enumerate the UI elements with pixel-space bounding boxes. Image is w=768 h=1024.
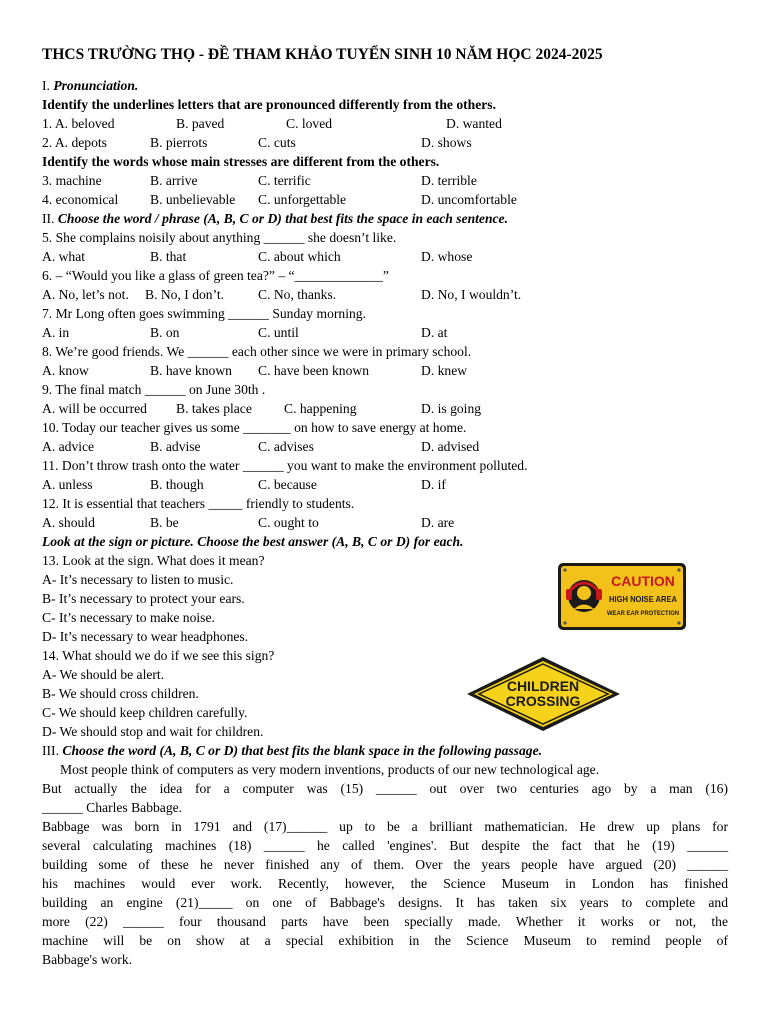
passage-line: ______ Charles Babbage. [42, 800, 183, 815]
option-a: A. No, let’s not. [42, 287, 129, 302]
screw-icon [677, 621, 680, 624]
sign-crossing-text: CROSSING [505, 693, 581, 709]
section-number: III. [42, 743, 63, 758]
instruction-stress: Identify the words whose main stresses are different from the others. [42, 154, 440, 169]
passage-line: But actually the idea for a computer was (15) ______ out over two centuries ago by a man (16) [42, 781, 728, 796]
question-13-option-c: C- It’s necessary to make noise. [42, 610, 215, 625]
option-b: B. be [150, 515, 179, 530]
option-c: C. about which [258, 249, 341, 264]
option-c: C. cuts [258, 135, 296, 150]
passage-line: several calculating machines (18) ______ he called 'engines'. But despite the fact that he (19) ______ [42, 838, 728, 853]
passage-line: building an engine (21)_____ on one of Babbage's designs. It has taken six years to complete and [42, 895, 728, 910]
sign-children-text: CHILDREN [506, 678, 580, 694]
question-5-stem: 5. She complains noisily about anything ______ she doesn’t like. [42, 230, 397, 245]
option-a: A. will be occurred [42, 401, 147, 416]
option-d: D. uncomfortable [421, 192, 517, 207]
sign-caution-text: CAUTION [611, 573, 675, 589]
option-a: A. what [42, 249, 86, 264]
question-8-options [42, 361, 728, 380]
option-a: 2. A. depots [42, 135, 107, 150]
option-c: C. terrific [258, 173, 311, 188]
instruction-pronunciation: Identify the underlines letters that are pronounced differently from the others. [42, 97, 496, 112]
option-a: A. advice [42, 439, 95, 454]
section-number: I. [42, 78, 54, 93]
passage-line: building some of these he never finished any of them. Over the years people have argued (20) ______ [42, 857, 728, 872]
option-d: D. shows [421, 135, 472, 150]
sign-protection-text: WEAR EAR PROTECTION [607, 610, 680, 617]
question-8-stem: 8. We’re good friends. We ______ each other since we were in primary school. [42, 344, 472, 359]
question-14-stem: 14. What should we do if we see this sign? [42, 648, 275, 663]
section-1-heading [42, 76, 728, 95]
section-label: Choose the word / phrase (A, B, C or D) that best fits the space in each sentence. [57, 211, 508, 226]
question-14-option-c: C- We should keep children carefully. [42, 705, 248, 720]
option-a: 1. A. beloved [42, 116, 115, 131]
sign-noise-text: HIGH NOISE AREA [609, 594, 677, 604]
option-b: B. have known [150, 363, 232, 378]
question-5-options [42, 247, 728, 266]
passage-line: Babbage's work. [42, 952, 133, 967]
option-a: A. in [42, 325, 70, 340]
option-a: 3. machine [42, 173, 102, 188]
question-10-options [42, 437, 728, 456]
question-14-option-a: A- We should be alert. [42, 667, 165, 682]
option-d: D. if [421, 477, 446, 492]
question-11-stem: 11. Don’t throw trash onto the water ______ you want to make the environment polluted. [42, 458, 528, 473]
section-2-heading [42, 209, 728, 228]
question-2 [42, 133, 728, 152]
question-13-stem: 13. Look at the sign. What does it mean? [42, 553, 265, 568]
option-d: D. terrible [421, 173, 477, 188]
question-3 [42, 171, 728, 190]
section-label: Pronunciation. [53, 78, 139, 93]
question-10-stem: 10. Today our teacher gives us some _______ on how to save energy at home. [42, 420, 467, 435]
option-d: D. wanted [446, 116, 502, 131]
question-14-option-b: B- We should cross children. [42, 686, 199, 701]
option-b: B. that [150, 249, 187, 264]
option-d: D. is going [421, 401, 482, 416]
option-b: B. advise [150, 439, 201, 454]
option-b: B. pierrots [150, 135, 208, 150]
option-d: D. at [421, 325, 448, 340]
option-a: A. unless [42, 477, 93, 492]
option-b: B. No, I don’t. [145, 287, 225, 302]
exam-page [42, 46, 728, 969]
option-d: D. are [421, 515, 455, 530]
section-3-heading [42, 741, 728, 760]
question-11-options [42, 475, 728, 494]
screw-icon [563, 568, 566, 571]
passage-line: Most people think of computers as very modern inventions, products of our new technological age. [60, 762, 600, 777]
option-c: C. have been known [258, 363, 369, 378]
option-d: D. advised [421, 439, 480, 454]
question-13-option-d: D- It’s necessary to wear headphones. [42, 629, 249, 644]
reading-passage [42, 760, 728, 969]
option-a: A. should [42, 515, 95, 530]
option-c: C. happening [284, 401, 357, 416]
section-label: Choose the word (A, B, C or D) that best fits the blank space in the following passage. [62, 743, 542, 758]
option-b: B. on [150, 325, 180, 340]
passage-line: Babbage was born in 1791 and (17)______ up to be a brilliant mathematician. He drew up plans for [42, 819, 728, 834]
option-c: C. loved [286, 116, 333, 131]
option-d: D. whose [421, 249, 473, 264]
passage-line: his machines would ever work. Recently, however, the Science Museum in London has finished [42, 876, 728, 891]
option-c: C. because [258, 477, 317, 492]
question-14-option-d: D- We should stop and wait for children. [42, 724, 264, 739]
option-d: D. knew [421, 363, 468, 378]
passage-line: machine will be on show at a special exhibition in the Science Museum to remind people of [42, 933, 728, 948]
option-c: C. unforgettable [258, 192, 347, 207]
option-b: B. paved [176, 116, 225, 131]
screw-icon [563, 621, 566, 624]
option-a: A. know [42, 363, 89, 378]
option-b: B. takes place [176, 401, 252, 416]
caution-sign-image [557, 562, 687, 631]
question-7-options [42, 323, 728, 342]
option-c: C. until [258, 325, 299, 340]
question-9-stem: 9. The final match ______ on June 30th . [42, 382, 266, 397]
question-9-options [42, 399, 728, 418]
option-b: B. unbelievable [150, 192, 236, 207]
question-1 [42, 114, 728, 133]
question-6-stem: 6. – “Would you like a glass of green tea?” – “_____________” [42, 268, 389, 283]
section-number: II. [42, 211, 58, 226]
instruction-signs: Look at the sign or picture. Choose the best answer (A, B, C or D) for each. [42, 534, 464, 549]
question-13-option-a: A- It’s necessary to listen to music. [42, 572, 234, 587]
option-a: 4. economical [42, 192, 119, 207]
option-c: C. No, thanks. [258, 287, 337, 302]
page-title: THCS TRƯỜNG THỌ - ĐỀ THAM KHẢO TUYỂN SINH 10 NĂM HỌC 2024-2025 [42, 46, 603, 63]
option-b: B. though [150, 477, 204, 492]
passage-line: more (22) ______ four thousand parts have been specially made. Whether it works or not, the [42, 914, 728, 929]
question-7-stem: 7. Mr Long often goes swimming ______ Sunday morning. [42, 306, 366, 321]
children-crossing-sign-image [466, 656, 621, 732]
question-12-stem: 12. It is essential that teachers _____ friendly to students. [42, 496, 355, 511]
screw-icon [677, 568, 680, 571]
question-6-options [42, 285, 728, 304]
option-b: B. arrive [150, 173, 198, 188]
question-13-option-b: B- It’s necessary to protect your ears. [42, 591, 245, 606]
question-12-options [42, 513, 728, 532]
question-4 [42, 190, 728, 209]
option-c: C. ought to [258, 515, 319, 530]
option-d: D. No, I wouldn’t. [421, 287, 522, 302]
option-c: C. advises [258, 439, 314, 454]
